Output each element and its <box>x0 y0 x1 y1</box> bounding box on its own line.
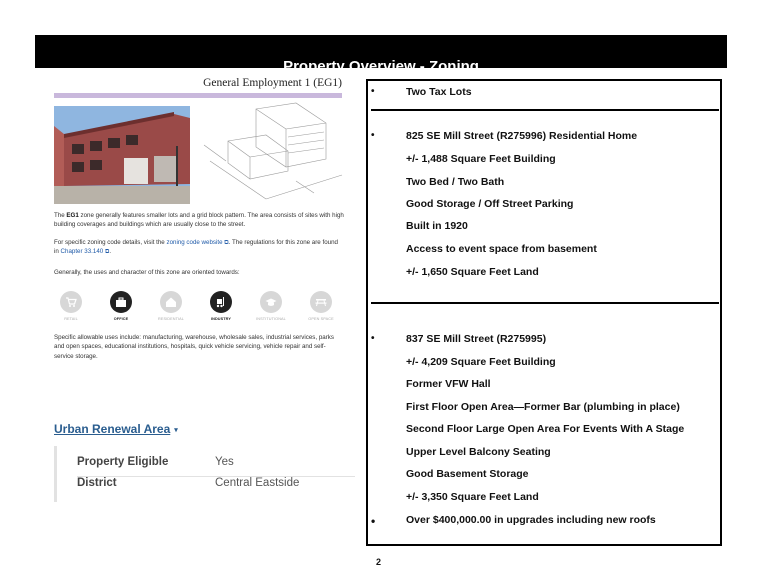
page-number: 2 <box>376 557 382 567</box>
allowable-uses: Specific allowable uses include: manufacturing, warehouse, wholesale sales, industrial services, parks and open spaces, educational institutions, hospitals, quick vehicle servicing, vehicle repair and self-service storage. <box>54 334 334 360</box>
zoning-code-reference <box>54 238 344 257</box>
use-retail <box>58 291 84 321</box>
overview-line: +/- 3,350 Square Feet Land <box>406 491 539 503</box>
use-residential <box>158 291 184 321</box>
overview-line: First Floor Open Area—Former Bar (plumbing in place) <box>406 401 680 413</box>
zone-description <box>54 211 344 230</box>
use-label: OPEN SPACE <box>308 317 334 321</box>
use-open-space <box>308 291 334 321</box>
bullet-marker: • <box>371 130 375 141</box>
overview-line: Access to event space from basement <box>406 243 597 255</box>
use-office <box>108 291 134 321</box>
picnic-table-icon <box>315 296 327 308</box>
divider <box>371 109 719 111</box>
use-label: INSTITUTIONAL <box>256 317 286 321</box>
zone-title-bar <box>54 93 342 98</box>
overview-line: Two Bed / Two Bath <box>406 176 505 188</box>
overview-line: +/- 4,209 Square Feet Building <box>406 356 556 368</box>
overview-line: +/- 1,650 Square Feet Land <box>406 266 539 278</box>
bullet-marker: • <box>371 333 375 344</box>
overview-line: Built in 1920 <box>406 220 468 232</box>
overview-line: Over $400,000.00 in upgrades including new roofs <box>406 514 656 526</box>
caret-down-icon: ▾ <box>174 426 178 434</box>
building-photo <box>54 106 190 204</box>
overview-line: 825 SE Mill Street (R275996) Residential Home <box>406 130 638 142</box>
external-link-icon: ⧉ <box>222 239 229 246</box>
urban-renewal-label: Urban Renewal Area <box>54 422 171 436</box>
divider <box>371 302 719 304</box>
page-banner <box>35 35 727 75</box>
house-icon <box>165 296 177 308</box>
use-label: RESIDENTIAL <box>158 317 184 321</box>
external-link-icon: ⧉ <box>103 248 110 256</box>
overview-line: +/- 1,488 Square Feet Building <box>406 153 556 165</box>
overview-line: Good Storage / Off Street Parking <box>406 198 574 210</box>
para-text: zone generally features smaller lots and a grid block pattern. The area consists of sites with high building coverages and buildings which are usually close to the street. <box>54 212 344 229</box>
overview-line: Good Basement Storage <box>406 468 529 480</box>
building-diagram <box>196 101 344 207</box>
overview-line: Former VFW Hall <box>406 378 491 390</box>
para-text: The <box>54 212 67 219</box>
row-key: Property Eligible <box>77 456 169 468</box>
table-row <box>77 477 355 497</box>
row-key: District <box>77 477 117 489</box>
briefcase-icon <box>115 296 127 308</box>
use-icons-row <box>58 291 348 331</box>
para-text: . The regulations for this zone are found in <box>54 239 338 256</box>
zoning-code-website-link[interactable]: zoning code website <box>166 239 223 246</box>
use-label: RETAIL <box>64 317 78 321</box>
para-text: . <box>109 248 112 256</box>
bullet-marker: • <box>371 86 375 97</box>
row-value: Central Eastside <box>215 477 300 489</box>
bullet-marker: • <box>371 514 376 528</box>
table-row <box>77 456 355 477</box>
urban-renewal-area-link[interactable] <box>54 422 178 436</box>
use-label: OFFICE <box>113 317 129 321</box>
zone-title: General Employment 1 (EG1) <box>203 77 342 89</box>
para-text: For specific zoning code details, visit the <box>54 239 167 246</box>
overview-line: Second Floor Large Open Area For Events With A Stage <box>406 423 685 435</box>
zone-code: EG1 <box>66 212 79 219</box>
use-label: INDUSTRY <box>210 317 232 321</box>
use-institutional <box>258 291 284 321</box>
forklift-icon <box>215 296 227 308</box>
overview-line: 837 SE Mill Street (R275995) <box>406 333 547 345</box>
cart-icon <box>65 296 77 308</box>
banner-title: Property Overview - Zoning <box>283 58 479 75</box>
overview-line: Two Tax Lots <box>406 86 472 98</box>
graduation-cap-icon <box>265 296 277 308</box>
chapter-link[interactable]: Chapter 33.140 <box>60 248 104 256</box>
uses-intro: Generally, the uses and character of this zone are oriented towards: <box>54 269 240 276</box>
overview-line: Upper Level Balcony Seating <box>406 446 551 458</box>
urban-renewal-table <box>54 446 355 502</box>
use-industry <box>208 291 234 321</box>
row-value: Yes <box>215 456 234 468</box>
